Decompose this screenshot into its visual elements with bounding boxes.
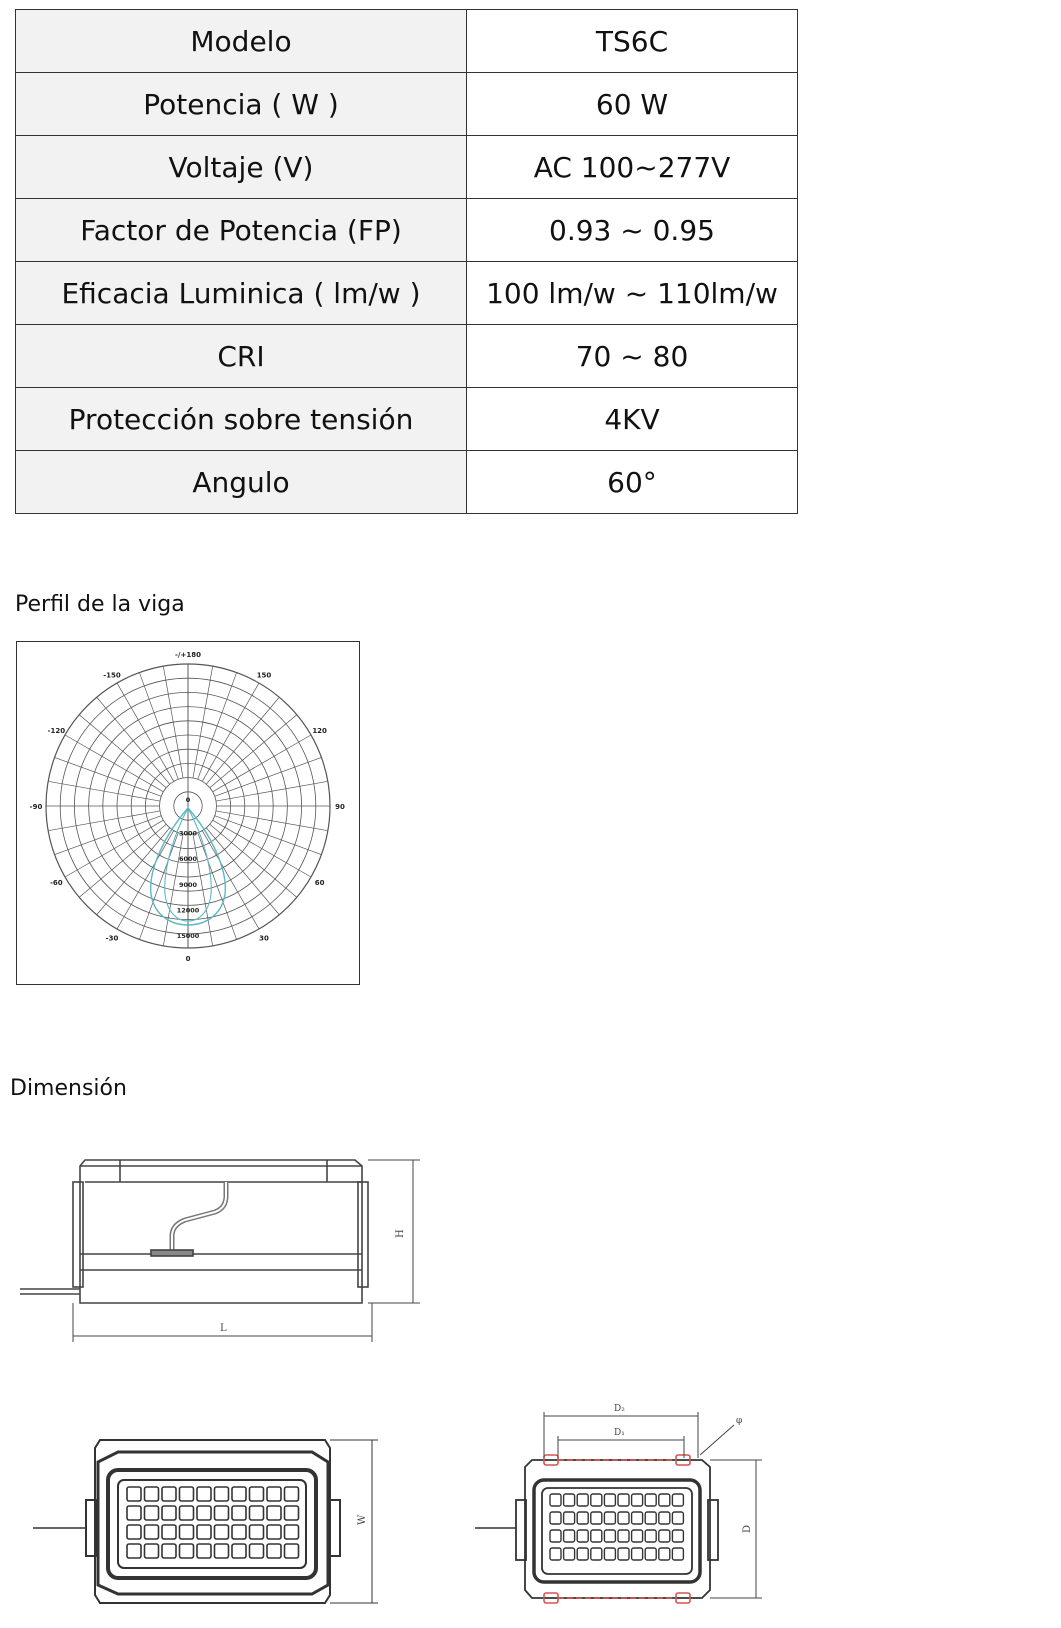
side-view-drawing [20,1160,420,1342]
polar-spoke [210,715,297,788]
led-cell [645,1530,656,1542]
polar-spoke [117,683,174,781]
led-cell [285,1525,299,1539]
led-cell [564,1548,575,1560]
led-cell [659,1548,670,1560]
angle-label: 30 [259,934,269,943]
polar-spoke [97,697,170,784]
spec-table [15,9,798,514]
led-cell [250,1487,264,1501]
polar-spoke [210,824,297,897]
polar-spoke [163,666,183,778]
polar-spoke [65,820,163,877]
led-cell [197,1487,211,1501]
led-cell [197,1506,211,1520]
spec-value: 60 W [467,73,798,136]
led-cell [604,1512,615,1524]
led-cell [267,1487,281,1501]
intensity-label: 6000 [178,855,198,864]
led-cell [145,1525,159,1539]
spec-value: TS6C [467,10,798,73]
led-cell [672,1548,683,1560]
polar-plot [17,642,359,984]
polar-spoke [139,833,178,940]
polar-spoke [79,824,166,897]
polar-spoke [139,673,178,780]
front-view-drawing [33,1440,340,1603]
intensity-label: 15000 [176,932,200,940]
spec-row [16,388,798,451]
led-cell [162,1487,176,1501]
led-cell [550,1548,561,1560]
dimension-heading: Dimensión [10,1076,127,1101]
intensity-label: 9000 [178,880,198,889]
led-cell [618,1548,629,1560]
led-cell [672,1512,683,1524]
spec-row [16,199,798,262]
polar-spoke [193,666,213,778]
polar-spoke [48,811,160,831]
led-cell [232,1544,246,1558]
led-cell [645,1494,656,1506]
spec-row [16,73,798,136]
led-cell [632,1530,643,1542]
polar-spoke [163,834,183,946]
angle-label: -120 [47,727,66,735]
angle-label: 90 [335,803,345,811]
led-cell [577,1494,588,1506]
led-cell [250,1525,264,1539]
led-cell [127,1544,141,1558]
led-cell [618,1530,629,1542]
led-cell [215,1487,229,1501]
spec-label: CRI [16,325,467,388]
width-dimension-label: W [357,1514,368,1525]
led-cell [232,1506,246,1520]
spec-row [16,10,798,73]
spec-value: 70 ~ 80 [467,325,798,388]
polar-spoke [55,757,162,796]
led-cell [632,1548,643,1560]
led-cell [632,1494,643,1506]
led-cell [180,1506,194,1520]
led-cell [577,1530,588,1542]
angle-label: 120 [312,727,327,735]
polar-spoke [55,816,162,855]
led-cell [659,1512,670,1524]
led-cell [659,1494,670,1506]
back-view-drawing [475,1460,718,1598]
intensity-label: 12000 [176,906,200,915]
spec-label: Potencia ( W ) [16,73,467,136]
spec-row [16,325,798,388]
led-cell [591,1512,602,1524]
spec-label: Factor de Potencia (FP) [16,199,467,262]
polar-spoke [97,828,170,915]
polar-spoke [215,816,322,855]
phi-dimension-label: φ [736,1416,743,1426]
height-dimension-label: H [395,1229,406,1238]
angle-label: -60 [50,879,63,887]
length-dimension-label: L [220,1323,227,1334]
led-cell [645,1512,656,1524]
led-cell [672,1530,683,1542]
angle-label: -150 [103,671,121,680]
led-cell [232,1487,246,1501]
led-cell [659,1530,670,1542]
polar-spoke [79,715,166,788]
led-cell [145,1544,159,1558]
intensity-label: 0 [185,796,191,804]
led-cell [250,1544,264,1558]
back-view-dimensions [544,1412,762,1598]
led-cell [162,1525,176,1539]
led-cell [145,1487,159,1501]
polar-spoke [213,735,311,792]
led-cell [285,1487,299,1501]
led-cell [285,1506,299,1520]
led-cell [127,1506,141,1520]
d1-dimension-label: D₁ [614,1428,625,1438]
polar-spoke [206,828,279,915]
spec-label: Eficacia Luminica ( lm/w ) [16,262,467,325]
beam-profile-heading: Perfil de la viga [15,592,185,617]
led-cell [127,1525,141,1539]
led-cell [197,1544,211,1558]
led-cell [577,1548,588,1560]
led-cell [232,1525,246,1539]
intensity-label: 3000 [178,829,198,838]
led-cell [604,1530,615,1542]
angle-label: 0 [185,955,191,963]
angle-label: 60 [314,879,325,887]
polar-spoke [48,781,160,801]
front-view-led-grid [127,1487,299,1558]
angle-label: -30 [105,934,119,943]
polar-spoke [193,834,213,946]
front-width-dimension [330,1440,378,1603]
led-cell [267,1525,281,1539]
polar-spoke [202,683,259,781]
spec-value: 60° [467,451,798,514]
spec-value: AC 100~277V [467,136,798,199]
led-cell [267,1544,281,1558]
polar-spoke [216,811,328,831]
polar-spoke [198,833,237,940]
led-cell [162,1544,176,1558]
spec-label: Angulo [16,451,467,514]
spec-label: Voltaje (V) [16,136,467,199]
spec-label: Modelo [16,10,467,73]
led-cell [197,1525,211,1539]
led-cell [127,1487,141,1501]
led-cell [604,1494,615,1506]
depth-dimension-label: D [742,1524,753,1533]
spec-row [16,262,798,325]
led-cell [591,1548,602,1560]
led-cell [550,1530,561,1542]
angle-label: 150 [256,671,272,680]
led-cell [267,1506,281,1520]
led-cell [604,1548,615,1560]
spec-value: 100 lm/w ~ 110lm/w [467,262,798,325]
led-cell [180,1544,194,1558]
led-cell [285,1544,299,1558]
led-cell [215,1506,229,1520]
polar-spoke [65,735,163,792]
led-cell [672,1494,683,1506]
led-cell [618,1494,629,1506]
polar-spoke [216,781,328,801]
led-cell [564,1494,575,1506]
led-cell [162,1506,176,1520]
led-cell [564,1512,575,1524]
led-cell [145,1506,159,1520]
polar-spoke [206,697,279,784]
led-cell [577,1512,588,1524]
angle-label: -/+180 [175,651,201,659]
led-cell [180,1525,194,1539]
led-cell [180,1487,194,1501]
spec-row [16,136,798,199]
led-cell [618,1512,629,1524]
back-view-mounting-holes [544,1455,690,1603]
led-cell [591,1494,602,1506]
led-cell [645,1548,656,1560]
led-cell [215,1544,229,1558]
d2-dimension-label: D₂ [614,1404,625,1414]
polar-spoke [198,673,237,780]
polar-spoke [213,820,311,877]
led-cell [250,1506,264,1520]
spec-value: 4KV [467,388,798,451]
led-cell [564,1530,575,1542]
back-view-led-grid [550,1494,683,1560]
led-cell [215,1525,229,1539]
polar-spoke [215,757,322,796]
spec-row [16,451,798,514]
led-cell [550,1512,561,1524]
spec-value: 0.93 ~ 0.95 [467,199,798,262]
beam-profile-diagram [16,641,360,985]
spec-label: Protección sobre tensión [16,388,467,451]
angle-label: -90 [29,803,43,811]
led-cell [550,1494,561,1506]
led-cell [632,1512,643,1524]
led-cell [591,1530,602,1542]
